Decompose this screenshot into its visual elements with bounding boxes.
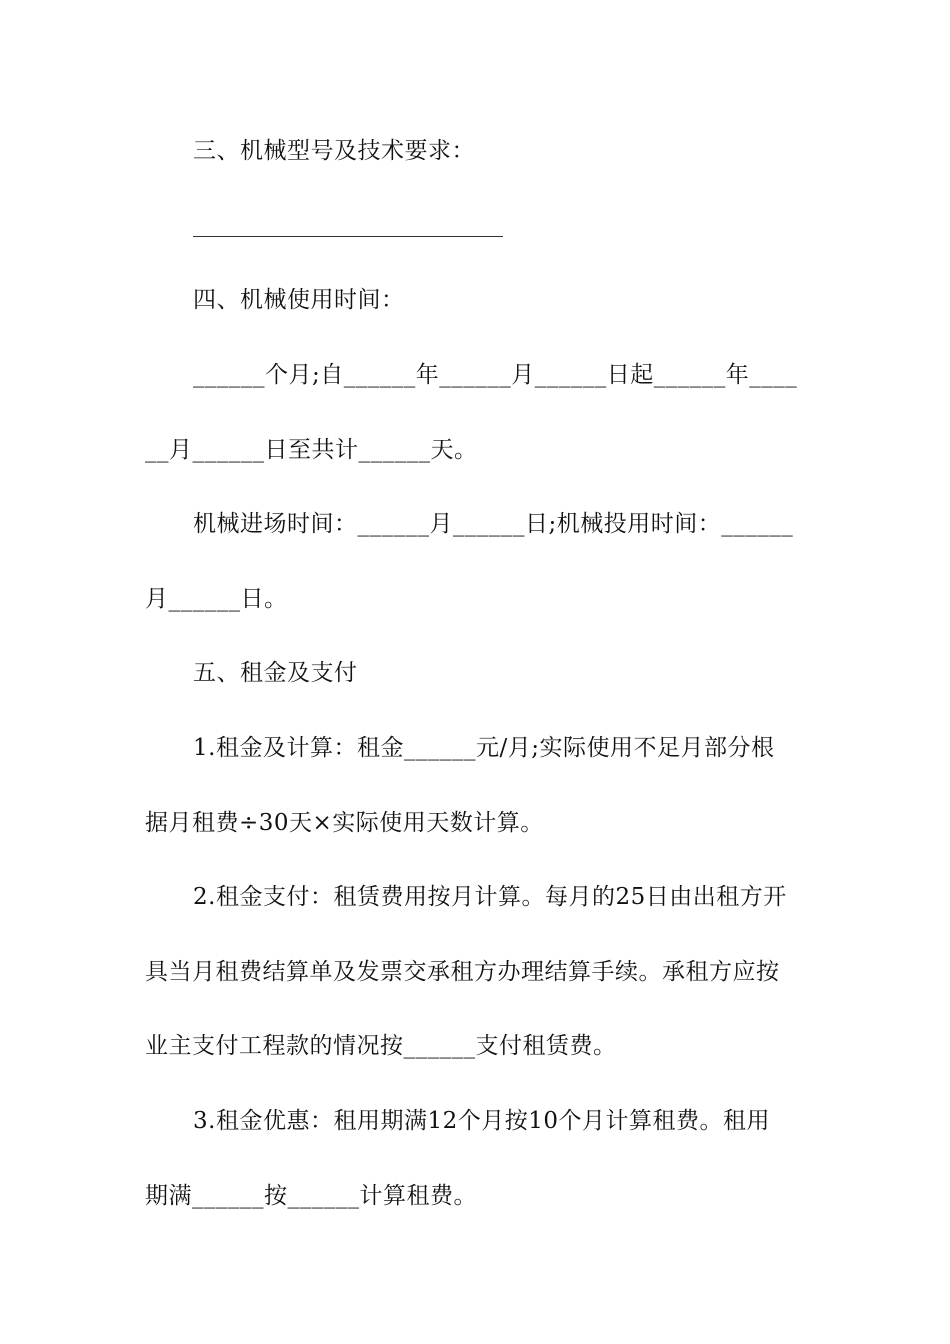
paragraph-line: 1.租金及计算：租金______元/月;实际使用不足月部分根 (193, 735, 775, 761)
paragraph-line: 具当月租费结算单及发票交承租方办理结算手续。承租方应按 (145, 959, 780, 985)
section-heading-usage-time: 四、机械使用时间： (193, 287, 405, 313)
paragraph-line: 业主支付工程款的情况按______支付租赁费。 (145, 1033, 617, 1059)
section-heading-machine-model: 三、机械型号及技术要求： (193, 138, 475, 164)
paragraph-line: 2.租金支付：租赁费用按月计算。每月的25日由出租方开 (193, 884, 787, 910)
section-heading-rent-payment: 五、租金及支付 (193, 660, 358, 686)
paragraph-line: 机械进场时间：______月______日;机械投用时间：______ (193, 511, 794, 537)
paragraph-line: 3.租金优惠：租用期满12个月按10个月计算租费。租用 (193, 1108, 770, 1134)
paragraph-line: ______个月;自______年______月______日起______年____ (193, 362, 798, 388)
paragraph-line: __月______日至共计______天。 (145, 437, 478, 463)
fill-in-blank-line (193, 236, 503, 237)
paragraph-line: 期满______按______计算租费。 (145, 1183, 477, 1209)
paragraph-line: 月______日。 (145, 586, 288, 612)
paragraph-line: 据月租费÷30天×实际使用天数计算。 (145, 810, 544, 836)
